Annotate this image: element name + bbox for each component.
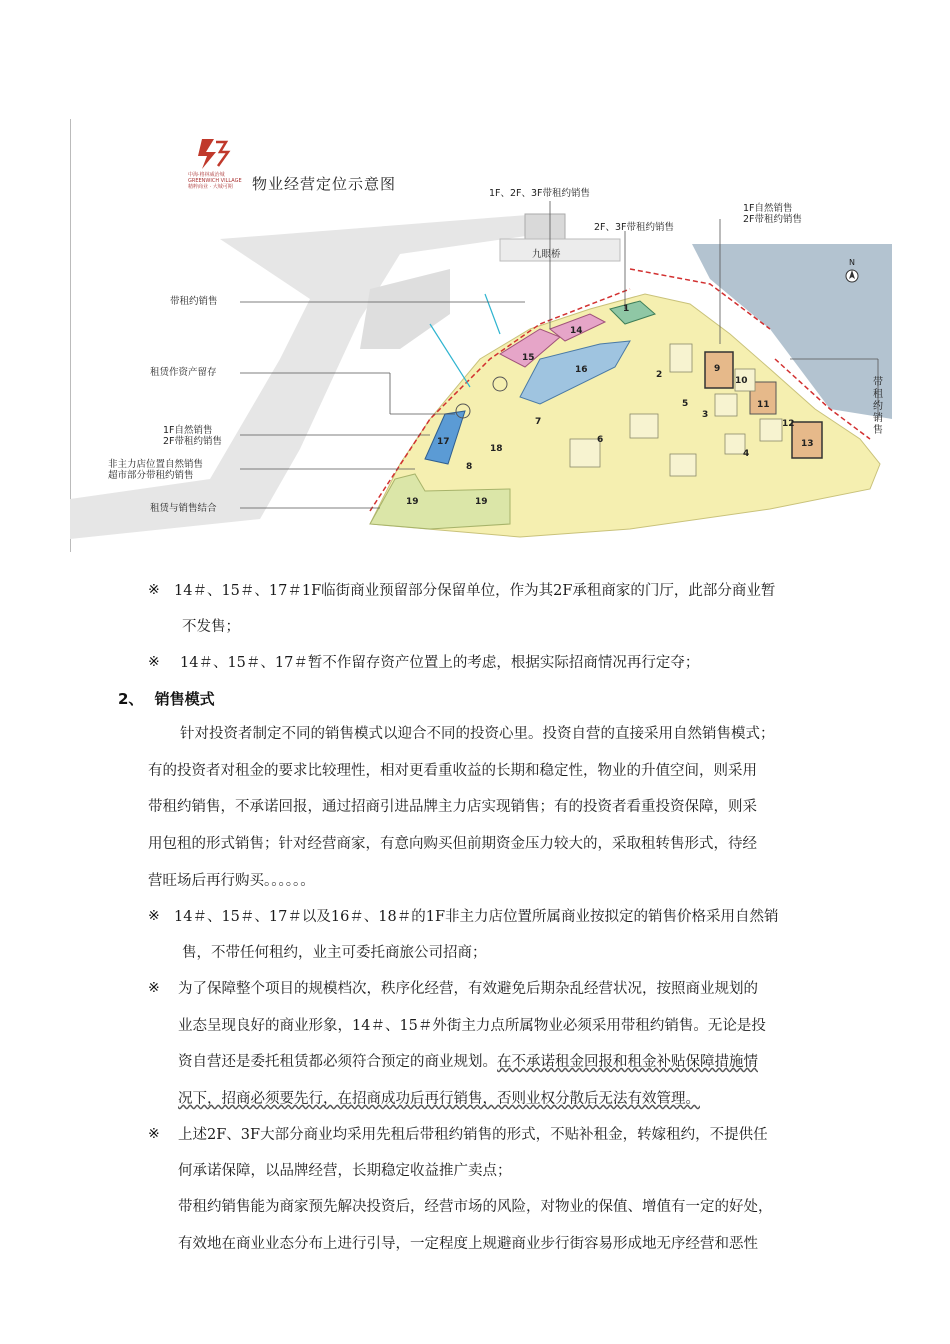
map-label-north: N <box>849 258 855 267</box>
block-label: 3 <box>702 410 709 420</box>
block-label: 19 <box>406 497 419 507</box>
note-marker: ※ <box>148 980 160 996</box>
block-label: 12 <box>782 419 795 429</box>
logo-name: 中海·格林威治城 GREENWICH VILLAGE <box>188 172 242 184</box>
block-label: 19 <box>475 497 488 507</box>
callout-left-5: 租赁与销售结合 <box>150 503 217 514</box>
callout-left-2: 租赁作资产留存 <box>150 367 217 378</box>
note-4-line-4 <box>178 1089 700 1109</box>
note-marker: ※ <box>148 908 160 924</box>
note-marker: ※ <box>148 654 160 670</box>
note-4-line-3 <box>178 1052 758 1072</box>
paragraph-line: 针对投资者制定不同的销售模式以迎合不同的投资心里。投资自营的直接采用自然销售模式； <box>180 726 775 742</box>
north-arrow-icon <box>846 270 858 282</box>
note-marker: ※ <box>148 1126 160 1142</box>
callout-right-vertical: 带租约销售 <box>873 377 883 436</box>
site-plan-figure <box>70 119 892 552</box>
callout-top-3-line1: 1F自然销售 <box>743 203 793 214</box>
block-label: 18 <box>490 444 503 454</box>
note-marker: ※ <box>148 582 160 598</box>
note-3-line-1: 14＃、15＃、17＃以及16＃、18＃的1F非主力店位置所属商业按拟定的销售价格采用自然销 <box>174 909 779 925</box>
block-label: 14 <box>570 326 583 336</box>
paragraph-line: 营旺场后再行购买。。。。。。 <box>148 873 315 889</box>
callout-top-3-line2: 2F带租约销售 <box>743 214 803 225</box>
figure-title: 物业经营定位示意图 <box>252 175 397 193</box>
paragraph-line: 有的投资者对租金的要求比较理性，相对更看重收益的长期和稳定性，物业的升值空间，则采用 <box>148 763 757 779</box>
block-label: 7 <box>535 417 542 427</box>
note-4-underlined-b: 况下，招商必须要先行，在招商成功后再行销售，否则业权分散后无法有效管理。 <box>178 1091 700 1107</box>
section-heading <box>118 688 215 709</box>
map-label-bridge: 九眼桥 <box>532 249 561 260</box>
block-label: 17 <box>437 437 450 447</box>
block-label: 9 <box>714 364 721 374</box>
section-number: 2、 <box>118 690 144 708</box>
note-4-underlined-a: 在不承诺租金回报和租金补贴保障措施情 <box>497 1054 758 1070</box>
note-2-line-1: 14＃、15＃、17＃暂不作留存资产位置上的考虑，根据实际招商情况再行定夺； <box>180 655 700 671</box>
logo-slogan: 精粹商业 · 大城可期 <box>188 184 233 190</box>
block-label: 10 <box>735 376 748 386</box>
callout-left-4-line2: 超市部分带租约销售 <box>108 470 194 481</box>
block-label: 5 <box>682 399 689 409</box>
block-label: 15 <box>522 353 535 363</box>
block-label: 16 <box>575 365 588 375</box>
block-label: 2 <box>656 370 663 380</box>
callout-top-1: 1F、2F、3F带租约销售 <box>489 188 591 199</box>
note-4-line-1: 为了保障整个项目的规模档次，秩序化经营，有效避免后期杂乱经营状况，按照商业规划的 <box>178 981 758 997</box>
callout-left-1: 带租约销售 <box>170 296 218 307</box>
callout-left-4-line1: 非主力店位置自然销售 <box>108 459 204 470</box>
note-4-line-3-text: 资自营还是委托租赁都必须符合预定的商业规划。 <box>178 1054 497 1070</box>
block-label: 13 <box>801 439 814 449</box>
callout-left-3-line2: 2F带租约销售 <box>163 436 223 447</box>
block-label: 6 <box>597 435 604 445</box>
block-label: 4 <box>743 449 750 459</box>
brand-logo-icon <box>198 139 228 169</box>
logo-text <box>188 172 248 190</box>
block-label: 11 <box>757 400 770 410</box>
callout-left-3 <box>163 425 222 447</box>
callout-left-3-line1: 1F自然销售 <box>163 425 213 436</box>
paragraph-line: 带租约销售，不承诺回报，通过招商引进品牌主力店实现销售；有的投资者看重投资保障，则采 <box>148 799 757 815</box>
block-label: 8 <box>466 462 473 472</box>
callout-left-4 <box>108 459 203 481</box>
note-5-line-1: 上述2F、3F大部分商业均采用先租后带租约销售的形式，不贴补租金，转嫁租约，不提供任 <box>178 1127 768 1143</box>
note-5-line-2: 何承诺保障，以品牌经营，长期稳定收益推广卖点； <box>178 1163 512 1179</box>
section-title: 销售模式 <box>154 690 215 708</box>
closing-line: 有效地在商业业态分布上进行引导，一定程度上规避商业步行街容易形成地无序经营和恶性 <box>178 1236 758 1252</box>
block-label: 1 <box>623 304 630 314</box>
note-1-line-1: 14＃、15＃、17＃1F临街商业预留部分保留单位，作为其2F承租商家的门厅，此部分商业暂 <box>174 583 776 599</box>
note-3-line-2: 售，不带任何租约，业主可委托商旅公司招商； <box>182 945 487 961</box>
paragraph-line: 用包租的形式销售；针对经营商家，有意向购买但前期资金压力较大的，采取租转售形式，待经 <box>148 836 757 852</box>
callout-top-3 <box>743 203 802 225</box>
note-1-line-2: 不发售； <box>182 619 240 635</box>
callout-top-2: 2F、3F带租约销售 <box>594 222 675 233</box>
closing-line: 带租约销售能为商家预先解决投资后，经营市场的风险，对物业的保值、增值有一定的好处， <box>178 1199 773 1215</box>
note-4-line-2: 业态呈现良好的商业形象，14＃、15＃外街主力点所属物业必须采用带租约销售。无论是投 <box>178 1018 766 1034</box>
